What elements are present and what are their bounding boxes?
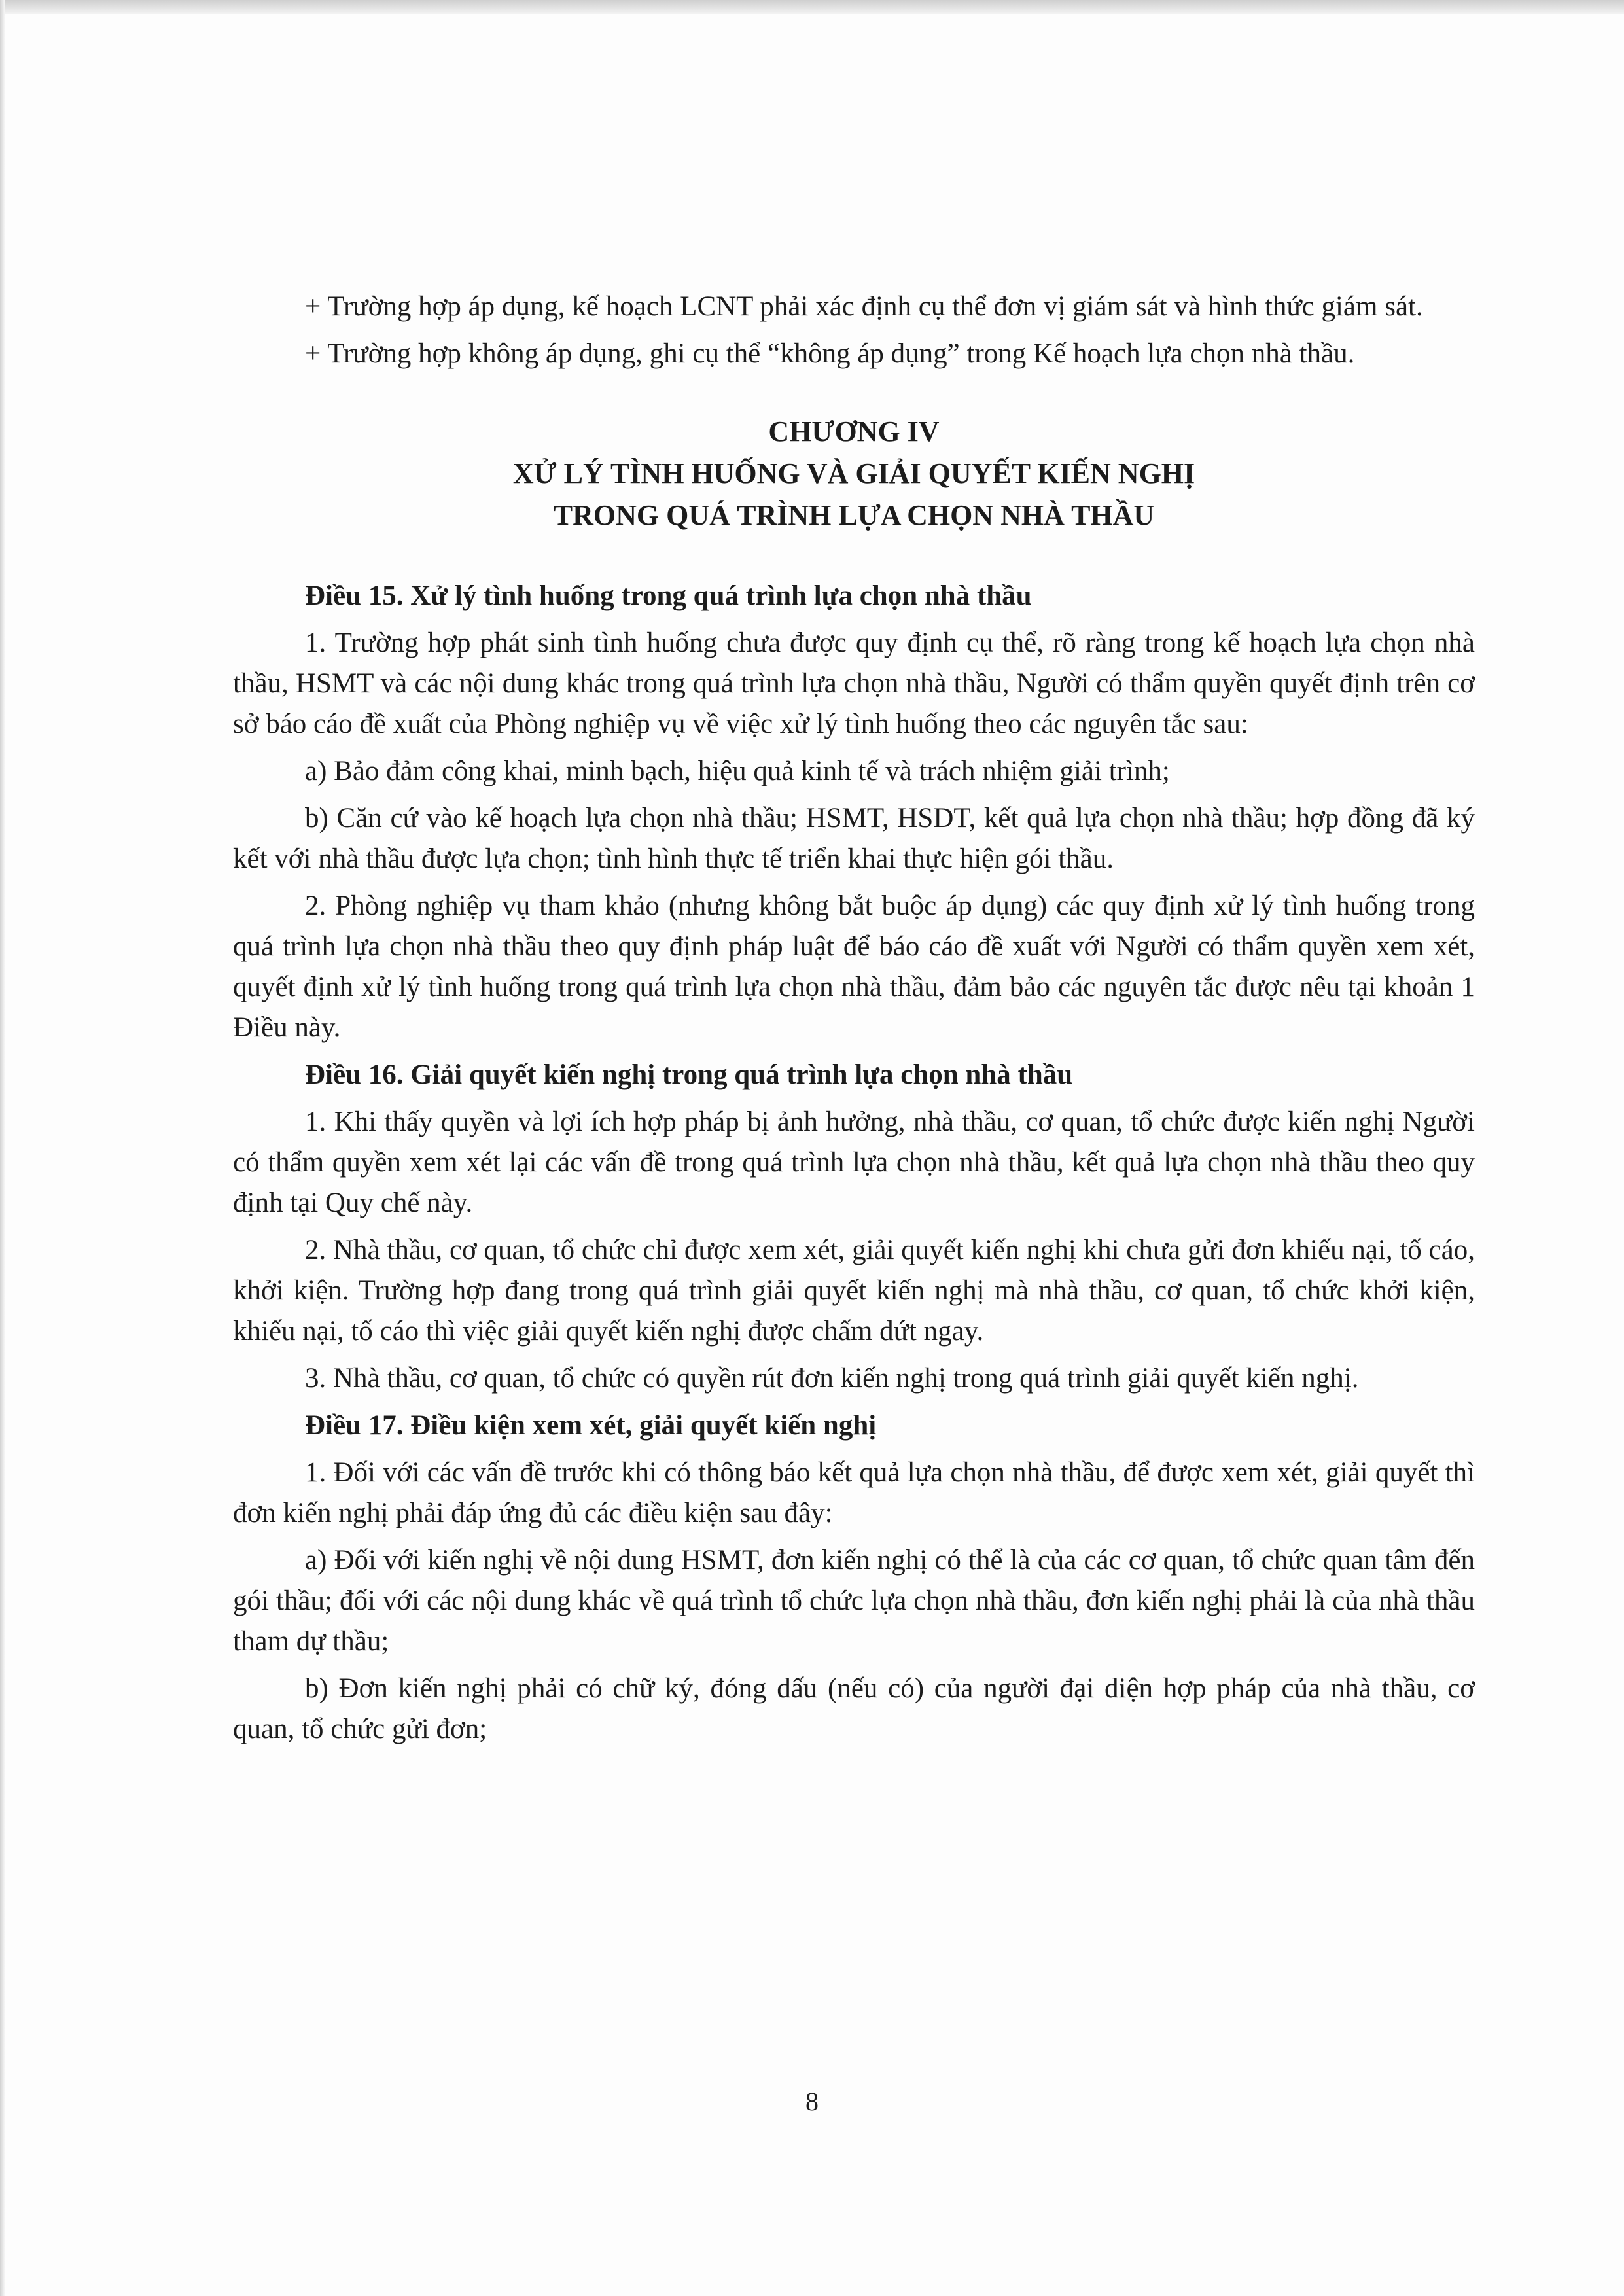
article-15-point-a: a) Bảo đảm công khai, minh bạch, hiệu quả kinh tế và trách nhiệm giải trình; (305, 756, 1170, 786)
article-15-point-b: b) Căn cứ vào kế hoạch lựa chọn nhà thầu; HSMT, HSDT, kết quả lựa chọn nhà thầu; hợp đồng đã ký kết với nhà thầu được lựa chọn; tình hình thực tế triển khai thực hiện gói thầu. (233, 803, 1475, 874)
chapter-title-line-1: XỬ LÝ TÌNH HUỐNG VÀ GIẢI QUYẾT KIẾN NGHỊ (512, 457, 1195, 489)
article-15-clause-1: 1. Trường hợp phát sinh tình huống chưa được quy định cụ thể, rõ ràng trong kế hoạch lựa chọn nhà thầu, HSMT và các nội dung khác trong quá trình lựa chọn nhà thầu, Người có thẩm quyền quyết định trên cơ sở báo cáo đề xuất của Phòng nghiệp vụ về việc xử lý tình huống theo các nguyên tắc sau: (233, 627, 1475, 739)
article-17 (233, 1405, 1475, 1750)
article-16-clause-1: 1. Khi thấy quyền và lợi ích hợp pháp bị ảnh hưởng, nhà thầu, cơ quan, tổ chức được kiến nghị Người có thẩm quyền xem xét lại các vấn đề trong quá trình lựa chọn nhà thầu, kết quả lựa chọn nhà thầu theo quy định tại Quy chế này. (233, 1106, 1475, 1218)
article-17-heading: Điều 17. Điều kiện xem xét, giải quyết kiến nghị (305, 1410, 877, 1441)
pre-paragraph-2: + Trường hợp không áp dụng, ghi cụ thể “không áp dụng” trong Kế hoạch lựa chọn nhà thầu. (305, 338, 1355, 369)
scan-edge-left (0, 0, 5, 2296)
article-17-point-b: b) Đơn kiến nghị phải có chữ ký, đóng dấu (nếu có) của người đại diện hợp pháp của nhà thầu, cơ quan, tổ chức gửi đơn; (233, 1673, 1475, 1744)
pre-paragraph-1: + Trường hợp áp dụng, kế hoạch LCNT phải xác định cụ thể đơn vị giám sát và hình thức giám sát. (305, 291, 1423, 322)
document-body (233, 287, 1475, 1756)
article-17-clause-1: 1. Đối với các vấn đề trước khi có thông báo kết quả lựa chọn nhà thầu, để được xem xét, giải quyết thì đơn kiến nghị phải đáp ứng đủ các điều kiện sau đây: (233, 1457, 1475, 1528)
article-16-clause-3: 3. Nhà thầu, cơ quan, tổ chức có quyền rút đơn kiến nghị trong quá trình giải quyết kiến nghị. (305, 1363, 1359, 1394)
article-16 (233, 1055, 1475, 1399)
article-15 (233, 576, 1475, 1048)
article-15-clause-2: 2. Phòng nghiệp vụ tham khảo (nhưng không bắt buộc áp dụng) các quy định xử lý tình huống trong quá trình lựa chọn nhà thầu theo quy định pháp luật để báo cáo đề xuất với Người có thẩm quyền xem xét, quyết định xử lý tình huống trong quá trình lựa chọn nhà thầu, đảm bảo các nguyên tắc được nêu tại khoản 1 Điều này. (233, 891, 1475, 1043)
chapter-number: CHƯƠNG IV (768, 415, 940, 448)
article-17-point-a: a) Đối với kiến nghị về nội dung HSMT, đơn kiến nghị có thể là của các cơ quan, tổ chức quan tâm đến gói thầu; đối với các nội dung khác về quá trình tổ chức lựa chọn nhà thầu, đơn kiến nghị phải là của nhà thầu tham dự thầu; (233, 1545, 1475, 1657)
article-15-heading: Điều 15. Xử lý tình huống trong quá trình lựa chọn nhà thầu (305, 580, 1032, 611)
chapter-title-line-2: TRONG QUÁ TRÌNH LỰA CHỌN NHÀ THẦU (553, 499, 1155, 531)
page-number: 8 (805, 2087, 819, 2116)
article-16-clause-2: 2. Nhà thầu, cơ quan, tổ chức chỉ được xem xét, giải quyết kiến nghị khi chưa gửi đơn khiếu nại, tố cáo, khởi kiện. Trường hợp đang trong quá trình giải quyết kiến nghị mà nhà thầu, cơ quan, tổ chức khởi kiện, khiếu nại, tố cáo thì việc giải quyết kiến nghị được chấm dứt ngay. (233, 1235, 1475, 1347)
article-16-heading: Điều 16. Giải quyết kiến nghị trong quá trình lựa chọn nhà thầu (305, 1059, 1073, 1090)
chapter-heading (233, 411, 1475, 537)
scan-edge-top (0, 0, 1624, 14)
